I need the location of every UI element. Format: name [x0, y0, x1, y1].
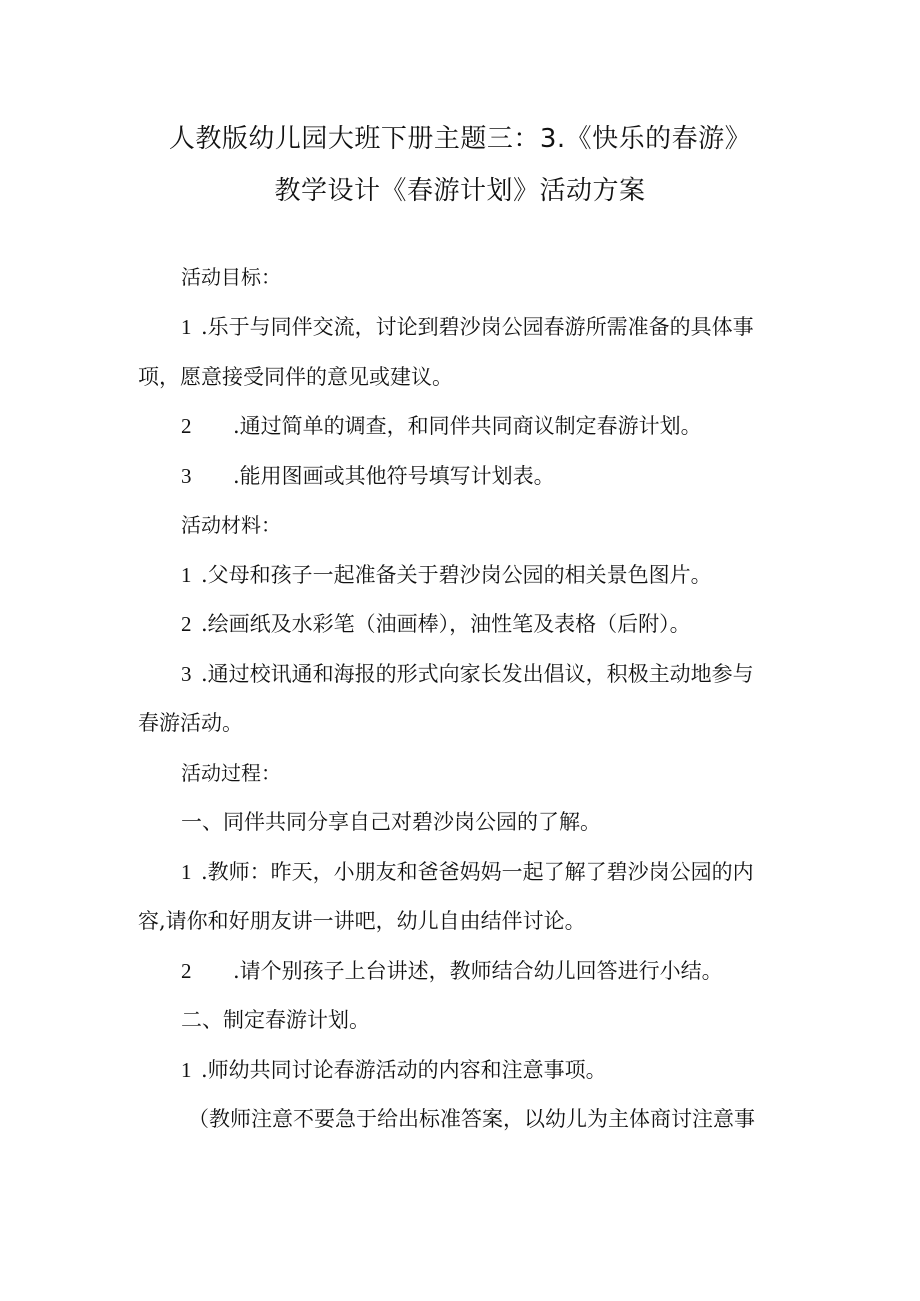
goal-item-1-text: .乐于与同伴交流，讨论到碧沙岗公园春游所需准备的具体事: [201, 315, 754, 339]
process-part-1-item-1-number: 1: [181, 860, 192, 884]
goal-item-3: [181, 461, 555, 491]
process-heading: 活动过程：: [181, 761, 281, 785]
process-part-2-title: 二、制定春游计划。: [181, 1008, 370, 1032]
process-part-2-note: （教师注意不要急于给出标准答案，以幼儿为主体商讨注意事: [188, 1107, 755, 1131]
process-part-1-item-2-number: 2: [181, 959, 192, 983]
process-part-2-item-1-number: 1: [181, 1058, 192, 1082]
goals-heading: 活动目标：: [181, 265, 281, 289]
document-title-line-1: 人教版幼儿园大班下册主题三：3.《快乐的春游》: [168, 124, 752, 154]
goal-item-1-number: 1: [181, 315, 192, 339]
process-part-1-item-2-text: .请个别孩子上台讲述，教师结合幼儿回答进行小结。: [233, 959, 723, 983]
material-item-3-text: .通过校讯通和海报的形式向家长发出倡议，积极主动地参与: [201, 662, 754, 686]
material-item-2: [181, 609, 691, 639]
goal-item-2-number: 2: [181, 414, 192, 438]
process-part-2-item-1: [181, 1055, 607, 1085]
material-item-3: [181, 659, 754, 689]
goal-item-2-text: .通过简单的调查，和同伴共同商议制定春游计划。: [233, 414, 702, 438]
material-item-2-number: 2: [181, 612, 192, 636]
material-item-3-number: 3: [181, 662, 192, 686]
process-part-2-item-1-text: .师幼共同讨论春游活动的内容和注意事项。: [201, 1058, 607, 1082]
process-part-1-title: 一、同伴共同分享自己对碧沙岗公园的了解。: [181, 810, 601, 834]
material-item-2-text: .绘画纸及水彩笔（油画棒），油性笔及表格（后附）。: [201, 612, 691, 636]
goal-item-1: [181, 312, 754, 342]
document-title-line-2: 教学设计《春游计划》活动方案: [274, 176, 646, 206]
materials-heading: 活动材料：: [181, 513, 281, 537]
goal-item-1-continuation: 项，愿意接受同伴的意见或建议。: [138, 365, 453, 389]
process-part-1-item-1-text: .教师：昨天，小朋友和爸爸妈妈一起了解了碧沙岗公园的内: [201, 860, 754, 884]
material-item-1-number: 1: [181, 563, 192, 587]
goal-item-3-number: 3: [181, 464, 192, 488]
goal-item-3-text: .能用图画或其他符号填写计划表。: [233, 464, 555, 488]
process-part-1-item-1-continuation: 容,请你和好朋友讲一讲吧，幼儿自由结伴讨论。: [138, 909, 586, 933]
material-item-1: [181, 560, 712, 590]
process-part-1-item-2: [181, 956, 723, 986]
process-part-1-item-1: [181, 857, 754, 887]
material-item-1-text: .父母和孩子一起准备关于碧沙岗公园的相关景色图片。: [201, 563, 712, 587]
material-item-3-continuation: 春游活动。: [138, 711, 243, 735]
goal-item-2: [181, 411, 702, 441]
